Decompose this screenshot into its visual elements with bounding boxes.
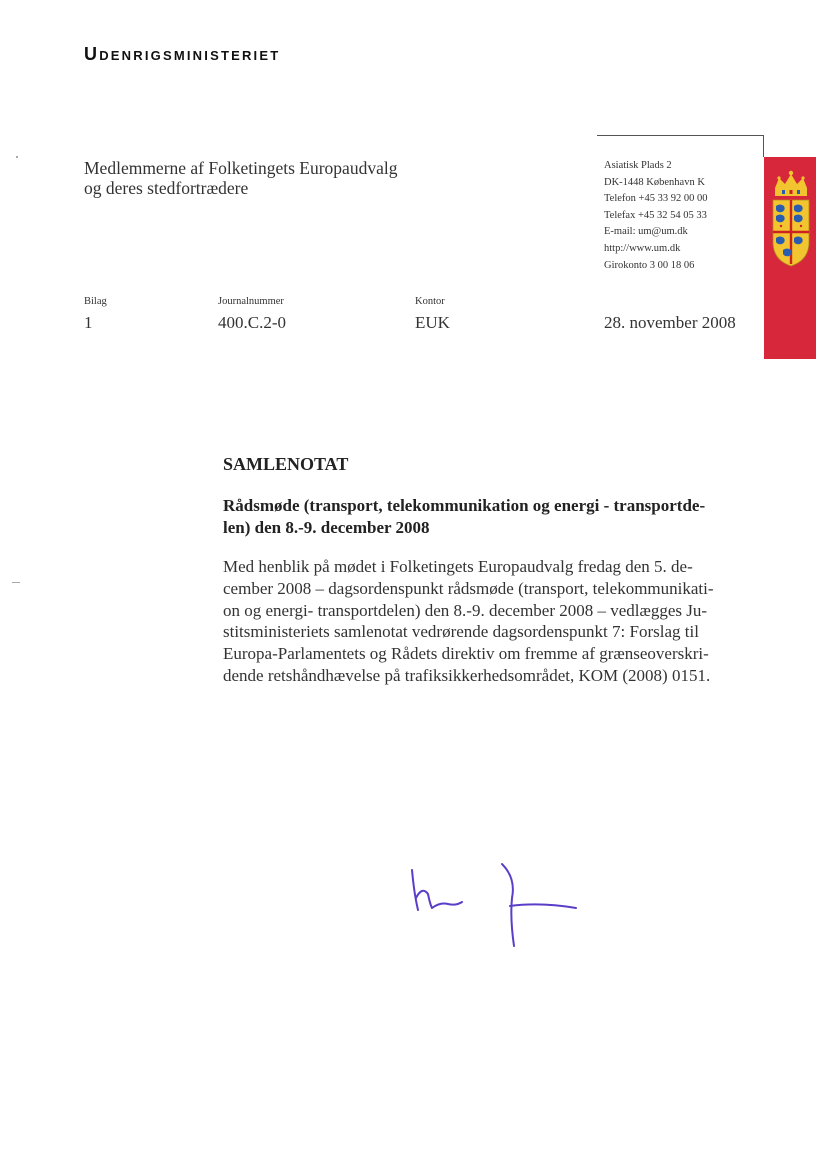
body-line: cember 2008 – dagsordenspunkt rådsmøde (transport, telekommunikati- xyxy=(223,578,714,598)
body-line: Europa-Parlamentets og Rådets direktiv om fremme af grænseoverskri- xyxy=(223,644,709,664)
journal-label: Journalnummer xyxy=(218,296,284,307)
recipient-line-2: og deres stedfortrædere xyxy=(84,178,249,198)
address-giro: Girokonto 3 00 18 06 xyxy=(604,259,695,271)
document-subject xyxy=(223,495,743,539)
sender-address xyxy=(604,158,707,274)
address-phone: Telefon +45 33 92 00 00 xyxy=(604,193,708,205)
ministry-name: Udenrigsministeriet xyxy=(84,44,281,64)
recipient-block xyxy=(84,158,397,198)
bilag-label: Bilag xyxy=(84,296,107,307)
journal-value: 400.C.2-0 xyxy=(218,313,286,332)
address-street: Asiatisk Plads 2 xyxy=(604,160,672,171)
address-city: DK-1448 København K xyxy=(604,176,705,188)
address-fax: Telefax +45 32 54 05 33 xyxy=(604,209,707,221)
body-line: Med henblik på mødet i Folketingets Europaudvalg fredag den 5. de- xyxy=(223,557,693,576)
scan-mark xyxy=(12,582,20,583)
body-line: dende retshåndhævelse på trafiksikkerhedsområdet, KOM (2008) 0151. xyxy=(223,665,711,685)
body-line: on og energi- transportdelen) den 8.-9. december 2008 – vedlægges Ju- xyxy=(223,600,708,620)
subject-line-1: Rådsmøde (transport, telekommunikation og energi - transportde- xyxy=(223,496,706,515)
subject-line-2: len) den 8.-9. december 2008 xyxy=(223,518,430,537)
address-top-rule xyxy=(597,135,763,136)
address-web: http://www.um.dk xyxy=(604,242,681,254)
letter-date: 28. november 2008 xyxy=(604,313,736,332)
kontor-value: EUK xyxy=(415,313,450,332)
scan-mark xyxy=(16,156,18,158)
handwritten-signature xyxy=(400,858,585,953)
body-line: stitsministeriets samlenotat vedrørende dagsordenspunkt 7: Forslag til xyxy=(223,622,699,642)
address-corner-rule xyxy=(763,135,764,157)
document-title: SAMLENOTAT xyxy=(223,454,349,474)
address-email: E-mail: um@um.dk xyxy=(604,226,688,238)
bilag-value: 1 xyxy=(84,313,93,332)
recipient-line-1: Medlemmerne af Folketingets Europaudvalg xyxy=(84,158,398,178)
body-paragraph xyxy=(223,556,746,687)
coat-of-arms-icon xyxy=(769,170,813,268)
kontor-label: Kontor xyxy=(415,296,445,307)
